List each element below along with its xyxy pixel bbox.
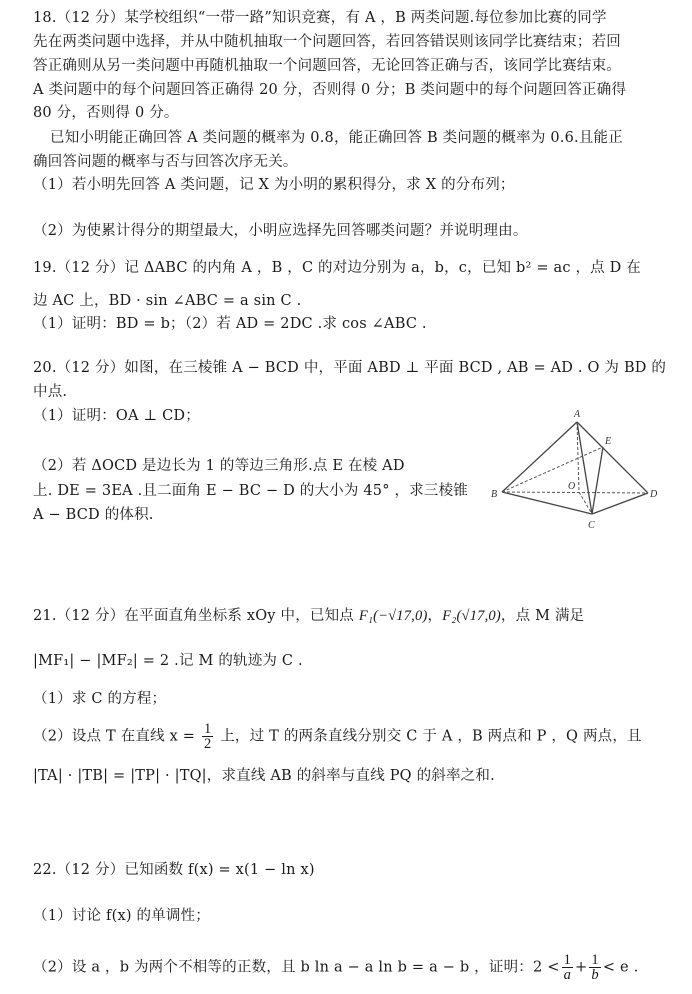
point-f2: F₂(√17,0) <box>442 608 501 624</box>
q22-line-1: 22.（12 分）已知函数 f(x) = x(1 − ln x) <box>33 862 315 878</box>
q21-line-1 <box>33 606 584 626</box>
label-D: D <box>650 489 658 500</box>
q20-part-1: （1）证明：OA ⊥ CD； <box>33 408 200 424</box>
q19-parts: （1）证明：BD = b；（2）若 AD = 2DC .求 cos ∠ABC . <box>33 316 427 332</box>
q20-line-1: 20.（12 分）如图，在三棱锥 A − BCD 中，平面 ABD ⊥ 平面 BCD , AB = AD . O 为 BD 的 <box>33 360 667 376</box>
label-C: C <box>588 520 595 531</box>
q21-intro: 21.（12 分）在平面直角坐标系 xOy 中，已知点 <box>33 608 359 624</box>
q18-part-2: （2）为使累计得分的期望最大，小明应选择先回答哪类问题？并说明理由。 <box>33 223 528 239</box>
fraction-denominator: 2 <box>203 736 212 752</box>
q21-part-1: （1）求 C 的方程； <box>33 691 167 707</box>
fraction-numerator: 1 <box>591 952 599 968</box>
fraction-one-over-b <box>589 953 600 982</box>
q20-part-2-line-2: 上. DE = 3EA .且二面角 E − BC − D 的大小为 45° ，求三棱锥 <box>33 483 468 499</box>
label-O: O <box>568 481 576 492</box>
label-E: E <box>605 436 612 447</box>
q22-part-2-start: （2）设 a ，b 为两个不相等的正数，且 b ln a − a ln b = a − b ，证明：2 < <box>33 959 560 976</box>
q21-intro-end: ，点 M 满足 <box>500 608 585 624</box>
fraction-numerator: 1 <box>203 721 212 737</box>
q22-part-1: （1）讨论 f(x) 的单调性； <box>33 908 211 924</box>
q20-part-2-line-1: （2）若 ΔOCD 是边长为 1 的等边三角形.点 E 在棱 AD <box>33 458 405 474</box>
q18-line-3: 答正确则从另一类问题中再随机抽取一个问题回答，无论回答正确与否，该同学比赛结束。 <box>33 58 621 74</box>
separator: ， <box>427 608 443 624</box>
fraction-one-half <box>202 722 213 751</box>
point-f1: F₁(−√17,0) <box>358 608 428 624</box>
q18-line-1: 18.（12 分）某学校组织“一带一路”知识竞赛，有 A ，B 两类问题.每位参加比赛的同学 <box>33 10 607 26</box>
q18-part-1: （1）若小明先回答 A 类问题，记 X 为小明的累积得分，求 X 的分布列； <box>33 177 515 193</box>
q21-part-2 <box>33 722 642 751</box>
q21-part-2-start: （2）设点 T 在直线 x = <box>33 728 200 745</box>
plus-sign: + <box>575 959 588 976</box>
label-A: A <box>574 409 581 420</box>
q21-line-4: |TA| · |TB| = |TP| · |TQ|，求直线 AB 的斜率与直线 PQ 的斜率之和. <box>33 768 495 784</box>
q18-line-5: 80 分，否则得 0 分。 <box>33 105 179 121</box>
q21-line-2: |MF₁| − |MF₂| = 2 .记 M 的轨迹为 C . <box>33 653 303 669</box>
tetrahedron-figure <box>486 404 666 534</box>
q18-line-2: 先在两类问题中选择，并从中随机抽取一个问题回答，若回答错误则该同学比赛结束；若回 <box>33 34 621 50</box>
fraction-one-over-a <box>562 953 573 982</box>
q19-line-1: 19.（12 分）记 ΔABC 的内角 A ，B ，C 的对边分别为 a，b，c，已知 b² = ac ，点 D 在 <box>33 260 642 276</box>
fraction-numerator: 1 <box>563 952 572 968</box>
fraction-denominator: b <box>591 967 599 983</box>
q21-part-2-end: 上，过 T 的两条直线分别交 C 于 A ，B 两点和 P ，Q 两点，且 <box>215 728 642 745</box>
fraction-denominator: a <box>563 967 572 983</box>
q18-line-7: 确回答问题的概率与否与回答次序无关。 <box>33 154 298 170</box>
label-B: B <box>491 489 498 500</box>
q20-line-2: 中点. <box>33 384 68 400</box>
q19-line-2: 边 AC 上，BD · sin ∠ABC = a sin C . <box>33 293 302 309</box>
q20-part-2-line-3: A − BCD 的体积. <box>33 507 154 523</box>
q22-part-2-end: < e . <box>602 959 639 976</box>
q22-part-2 <box>33 953 638 982</box>
q18-line-6: 已知小明能正确回答 A 类问题的概率为 0.8，能正确回答 B 类问题的概率为 0.6.且能正 <box>50 130 623 146</box>
q18-line-4: A 类问题中的每个问题回答正确得 20 分，否则得 0 分；B 类问题中的每个问题回答正确得 <box>33 82 627 98</box>
